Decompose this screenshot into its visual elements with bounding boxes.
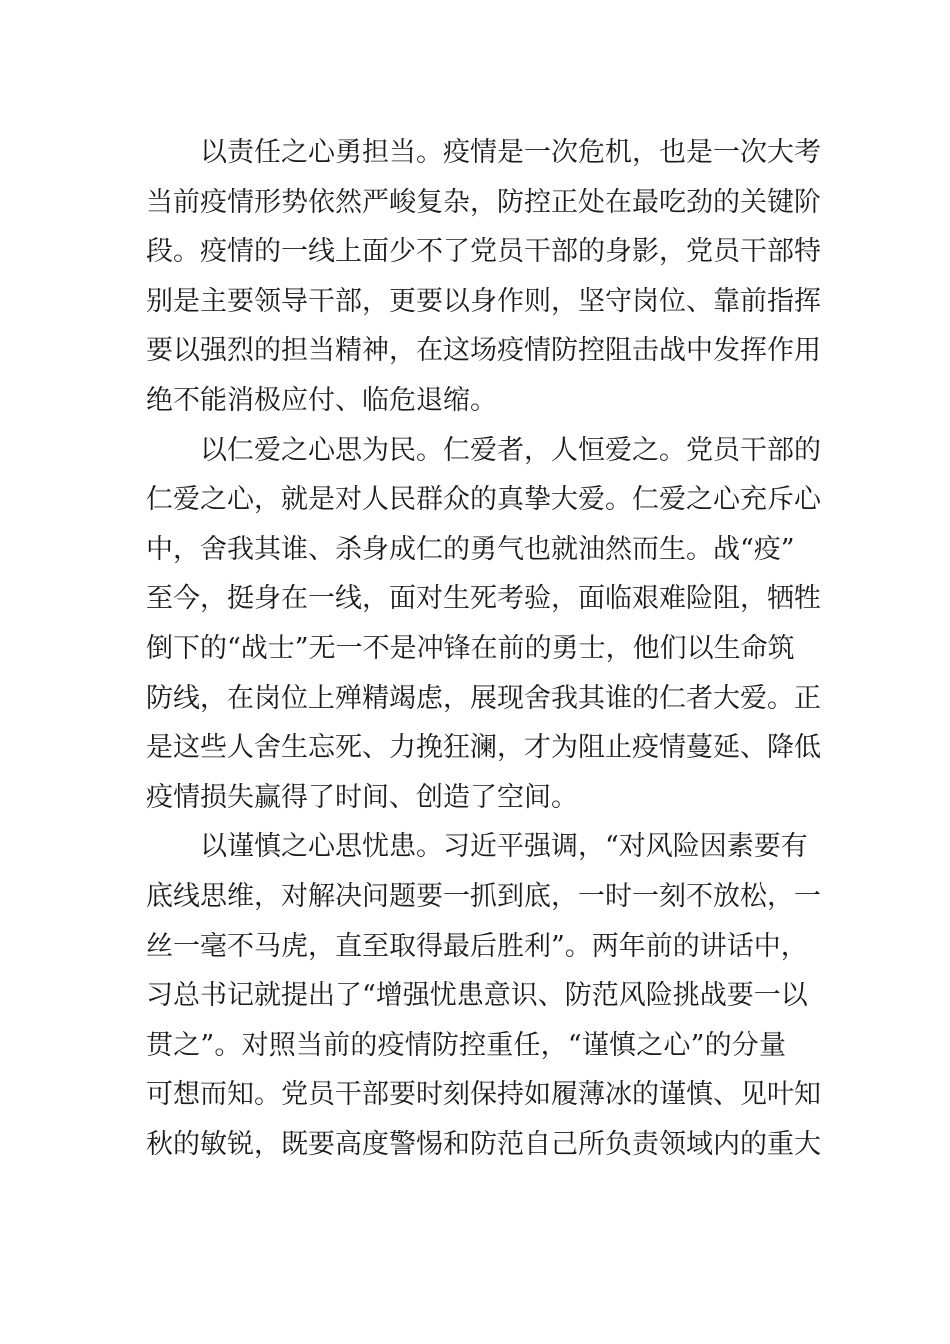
text-line: 中，舍我其谁、杀身成仁的勇气也就油然而生。战“疫” bbox=[146, 533, 795, 565]
text-line: 别是主要领导干部，更要以身作则，坚守岗位、靠前指挥 bbox=[146, 285, 821, 317]
text-line: 可想而知。党员干部要时刻保持如履薄冰的谨慎、见叶知 bbox=[146, 1079, 821, 1111]
paragraph-prudence bbox=[146, 822, 821, 1169]
text-line: 疫情损失赢得了时间、创造了空间。 bbox=[146, 781, 578, 813]
text-line: 丝一毫不马虎，直至取得最后胜利”。两年前的讲话中， bbox=[146, 930, 808, 962]
text-line: 底线思维，对解决问题要一抓到底，一时一刻不放松，一 bbox=[146, 880, 821, 912]
text-line: 当前疫情形势依然严峻复杂，防控正处在最吃劲的关键阶 bbox=[146, 186, 821, 218]
text-line: 以谨慎之心思忧患。习近平强调，“对风险因素要有 bbox=[200, 831, 808, 863]
text-line: 绝不能消极应付、临危退缩。 bbox=[146, 384, 497, 416]
text-line: 要以强烈的担当精神，在这场疫情防控阻击战中发挥作用 bbox=[146, 335, 821, 367]
paragraph-benevolence bbox=[146, 426, 821, 823]
text-line: 仁爱之心，就是对人民群众的真挚大爱。仁爱之心充斥心 bbox=[146, 484, 821, 516]
text-line: 秋的敏锐，既要高度警惕和防范自己所负责领域内的重大 bbox=[146, 1128, 821, 1160]
text-line: 防线，在岗位上殚精竭虑，展现舍我其谁的仁者大爱。正 bbox=[146, 682, 821, 714]
text-line: 段。疫情的一线上面少不了党员干部的身影，党员干部特 bbox=[146, 236, 821, 268]
text-line: 倒下的“战士”无一不是冲锋在前的勇士，他们以生命筑 bbox=[146, 632, 795, 664]
text-line: 至今，挺身在一线，面对生死考验，面临艰难险阻，牺牲 bbox=[146, 583, 821, 615]
text-line: 贯之”。对照当前的疫情防控重任，“谨慎之心”的分量 bbox=[146, 1029, 786, 1061]
text-line: 以责任之心勇担当。疫情是一次危机，也是一次大考 bbox=[200, 137, 821, 168]
text-line: 以仁爱之心思为民。仁爱者，人恒爱之。党员干部的 bbox=[200, 434, 821, 466]
text-line: 是这些人舍生忘死、力挽狂澜，才为阻止疫情蔓延、降低 bbox=[146, 732, 821, 764]
paragraph-responsibility bbox=[146, 128, 821, 426]
text-line: 习总书记就提出了“增强忧患意识、防范风险挑战要一以 bbox=[146, 980, 808, 1012]
document-body bbox=[146, 128, 821, 1169]
